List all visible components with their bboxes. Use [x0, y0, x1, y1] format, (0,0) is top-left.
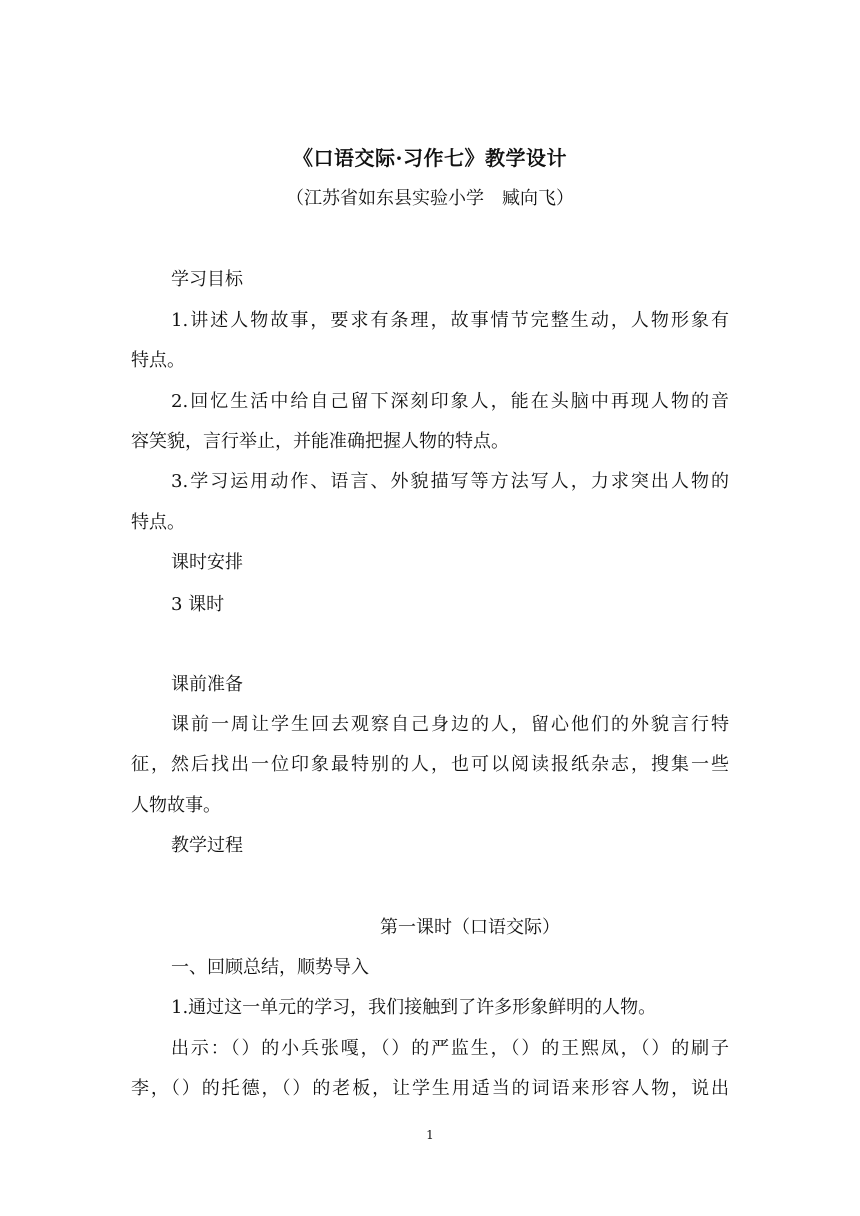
goal-2-line-2: 容笑貌，言行举止，并能准确把握人物的特点。: [131, 431, 509, 452]
section-1-heading: 一、回顾总结，顺势导入: [171, 957, 369, 978]
heading-learning-goals: 学习目标: [171, 269, 243, 290]
goal-1-line-1: 1.讲述人物故事，要求有条理，故事情节完整生动，人物形象有: [171, 310, 729, 331]
heading-teaching-process: 教学过程: [171, 835, 243, 856]
show-line-2: 李，（）的托德，（）的老板，让学生用适当的词语来形容人物，说出: [131, 1078, 729, 1099]
lesson-1-title: 第一课时（口语交际）: [380, 917, 560, 938]
goal-2-line-1: 2.回忆生活中给自己留下深刻印象人，能在头脑中再现人物的音: [171, 391, 729, 412]
show-line-1: 出示：（）的小兵张嘎，（）的严监生，（）的王熙凤，（）的刷子: [171, 1038, 729, 1059]
preparation-line-1: 课前一周让学生回去观察自己身边的人，留心他们的外貌言行特: [171, 714, 729, 735]
heading-preparation: 课前准备: [171, 674, 243, 695]
schedule-value: 3 课时: [171, 594, 225, 615]
page-number: 1: [426, 1128, 434, 1142]
goal-1-line-2: 特点。: [131, 350, 185, 371]
step-1-text: 1.通过这一单元的学习，我们接触到了许多形象鲜明的人物。: [171, 997, 657, 1018]
preparation-line-2: 征，然后找出一位印象最特别的人，也可以阅读报纸杂志，搜集一些: [131, 754, 729, 775]
goal-3-line-2: 特点。: [131, 512, 185, 533]
goal-3-line-1: 3.学习运用动作、语言、外貌描写等方法写人，力求突出人物的: [171, 471, 729, 492]
preparation-line-3: 人物故事。: [131, 795, 221, 816]
heading-schedule: 课时安排: [171, 552, 243, 573]
document-author-line: （江苏省如东县实验小学 臧向飞）: [286, 188, 574, 209]
document-title: 《口语交际·习作七》教学设计: [293, 146, 567, 170]
